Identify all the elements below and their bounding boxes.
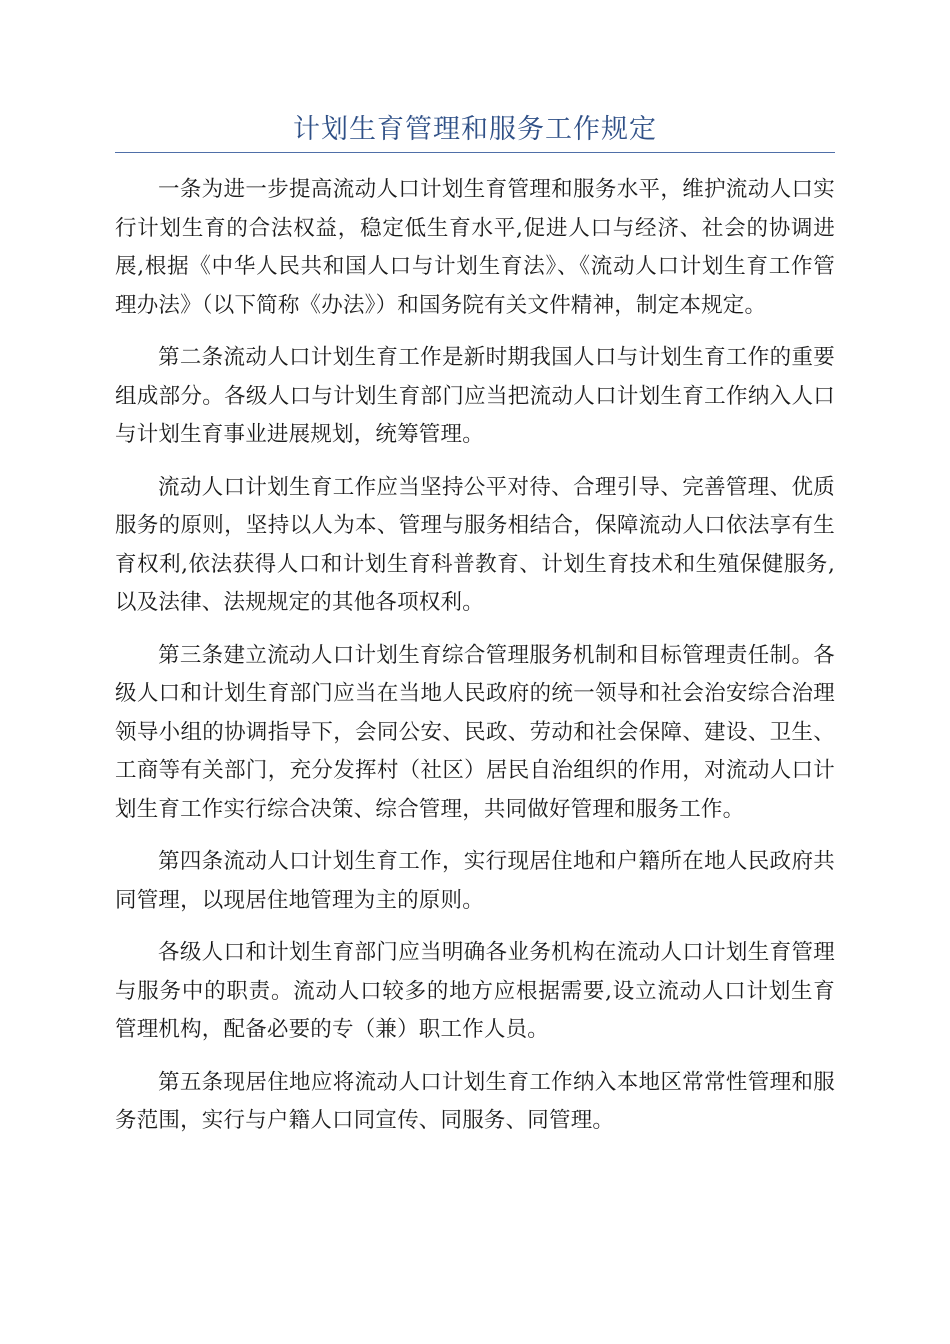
document-title: 计划生育管理和服务工作规定 (293, 114, 657, 145)
document-page (115, 110, 835, 1155)
title-underline (115, 152, 835, 153)
paragraph-agencies: 各级人口和计划生育部门应当明确各业务机构在流动人口计划生育管理与服务中的职责。流动人口较多的地方应根据需要,设立流动人口计划生育管理机构，配备必要的专（兼）职工作人员。 (115, 940, 835, 1042)
paragraph-article-3: 第三条建立流动人口计划生育综合管理服务机制和目标管理责任制。各级人口和计划生育部门应当在当地人民政府的统一领导和社会治安综合治理领导小组的协调指导下，会同公安、民政、劳动和社会保障、建设、卫生、工商等有关部门，充分发挥村（社区）居民自治组织的作用，对流动人口计划生育工作实行综合决策、综合管理，共同做好管理和服务工作。 (115, 642, 835, 822)
paragraph-article-1: 一条为进一步提高流动人口计划生育管理和服务水平，维护流动人口实行计划生育的合法权益，稳定低生育水平,促进人口与经济、社会的协调进展,根据《中华人民共和国人口与计划生育法》、《流动人口计划生育工作管理办法》（以下简称《办法》）和国务院有关文件精神，制定本规定。 (115, 177, 835, 318)
paragraph-principles: 流动人口计划生育工作应当坚持公平对待、合理引导、完善管理、优质服务的原则，坚持以人为本、管理与服务相结合，保障流动人口依法享有生育权利,依法获得人口和计划生育科普教育、计划生育技术和生殖保健服务,以及法律、法规规定的其他各项权利。 (115, 474, 835, 615)
paragraph-article-5: 第五条现居住地应将流动人口计划生育工作纳入本地区常常性管理和服务范围，实行与户籍人口同宣传、同服务、同管理。 (115, 1069, 835, 1133)
paragraph-article-2: 第二条流动人口计划生育工作是新时期我国人口与计划生育工作的重要组成部分。各级人口与计划生育部门应当把流动人口计划生育工作纳入人口与计划生育事业进展规划，统筹管理。 (115, 345, 835, 447)
paragraph-article-4: 第四条流动人口计划生育工作，实行现居住地和户籍所在地人民政府共同管理，以现居住地管理为主的原则。 (115, 849, 835, 913)
